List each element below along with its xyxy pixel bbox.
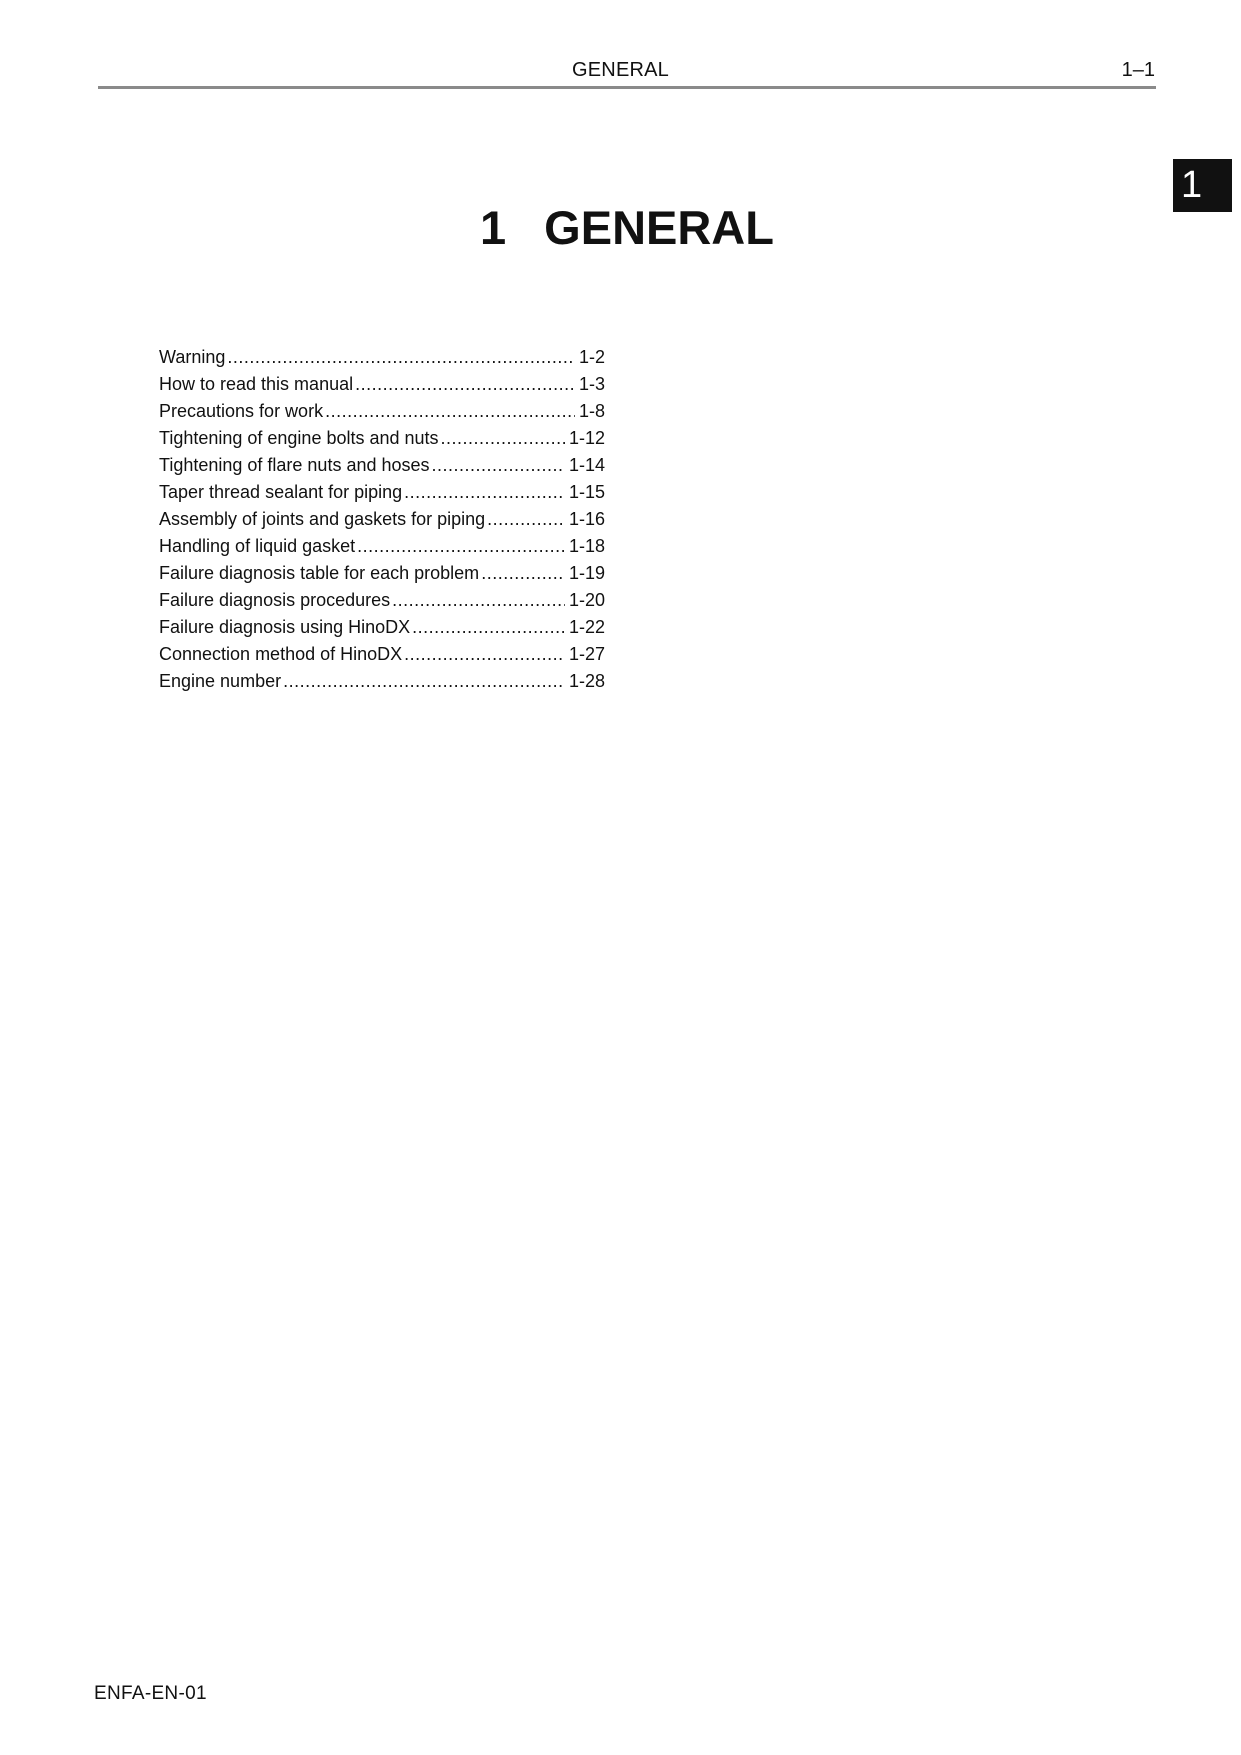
chapter-heading [0,200,1241,256]
toc-entry-title: Connection method of HinoDX [159,644,403,664]
running-header-page-number: 1–1 [1121,59,1155,81]
toc-entry-title: Precautions for work [159,401,324,421]
header-divider [98,86,1156,89]
toc-entry-title: Taper thread sealant for piping [159,482,403,502]
toc-entry-engine-number[interactable] [159,668,605,695]
chapter-title: GENERAL [544,201,774,254]
toc-entry-precautions[interactable] [159,398,605,425]
toc-entry-page: 1-15 [568,482,605,502]
toc-entry-taper-thread[interactable] [159,479,605,506]
toc-entry-title: Failure diagnosis table for each problem [159,563,480,583]
toc-entry-title: Failure diagnosis using HinoDX [159,617,411,637]
toc-dot-leader [325,398,575,425]
toc-entry-page: 1-20 [568,590,605,610]
toc-entry-title: Tightening of engine bolts and nuts [159,428,439,448]
toc-dot-leader [412,614,565,641]
toc-entry-joints-gaskets[interactable] [159,506,605,533]
toc-dot-leader [227,344,575,371]
chapter-number: 1 [480,201,507,254]
toc-dot-leader [404,479,565,506]
toc-entry-page: 1-14 [568,455,605,475]
toc-entry-page: 1-3 [578,374,605,394]
toc-entry-engine-bolts[interactable] [159,425,605,452]
toc-entry-page: 1-27 [568,644,605,664]
toc-entry-title: How to read this manual [159,374,354,394]
toc-entry-liquid-gasket[interactable] [159,533,605,560]
toc-entry-title: Engine number [159,671,282,691]
chapter-thumb-tab: 1 [1173,159,1232,212]
document-code: ENFA-EN-01 [94,1683,207,1704]
toc-dot-leader [283,668,565,695]
toc-dot-leader [481,560,565,587]
toc-entry-title: Assembly of joints and gaskets for piping [159,509,486,529]
toc-dot-leader [487,506,565,533]
toc-entry-page: 1-28 [568,671,605,691]
toc-dot-leader [392,587,565,614]
toc-entry-page: 1-2 [578,347,605,367]
toc-entry-warning[interactable] [159,344,605,371]
toc-entry-page: 1-22 [568,617,605,637]
toc-entry-title: Warning [159,347,226,367]
toc-entry-page: 1-19 [568,563,605,583]
toc-dot-leader [357,533,565,560]
toc-entry-title: Handling of liquid gasket [159,536,356,556]
running-header-title: GENERAL [572,59,669,81]
toc-entry-how-to-read[interactable] [159,371,605,398]
toc-entry-diagnosis-table[interactable] [159,560,605,587]
toc-entry-flare-nuts[interactable] [159,452,605,479]
toc-entry-page: 1-18 [568,536,605,556]
toc-entry-page: 1-12 [568,428,605,448]
toc-entry-diagnosis-procedures[interactable] [159,587,605,614]
toc-dot-leader [432,452,565,479]
toc-entry-title: Failure diagnosis procedures [159,590,391,610]
toc-entry-page: 1-16 [568,509,605,529]
toc-dot-leader [404,641,565,668]
table-of-contents [159,344,605,695]
toc-dot-leader [441,425,565,452]
toc-dot-leader [355,371,575,398]
toc-entry-hinodx-diagnosis[interactable] [159,614,605,641]
toc-entry-page: 1-8 [578,401,605,421]
toc-entry-hinodx-connection[interactable] [159,641,605,668]
toc-entry-title: Tightening of flare nuts and hoses [159,455,430,475]
